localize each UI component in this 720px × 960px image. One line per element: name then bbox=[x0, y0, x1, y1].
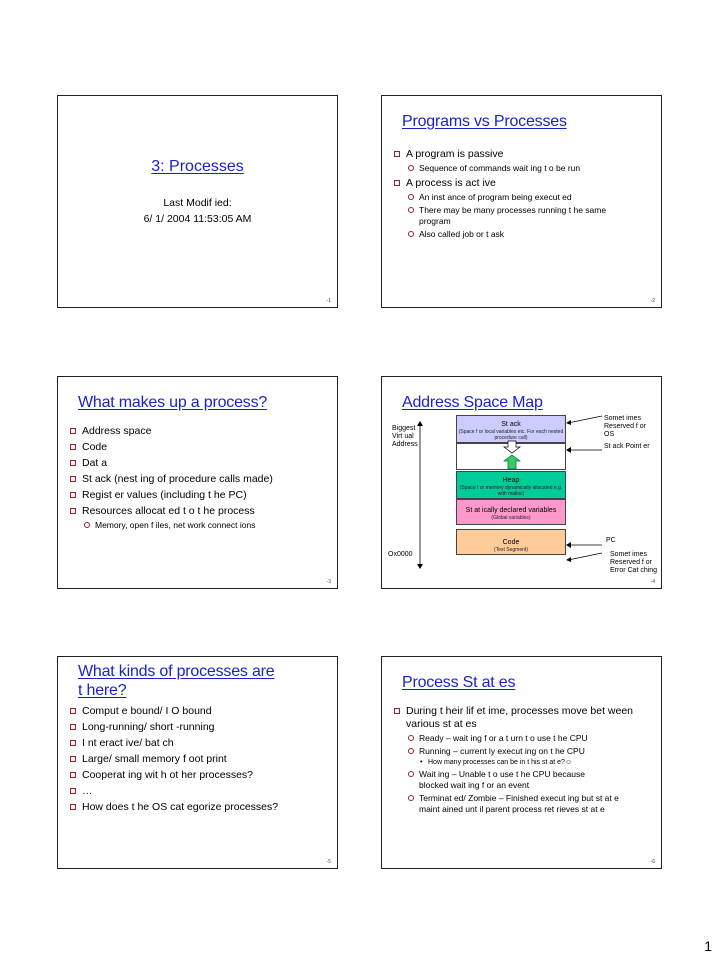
list-item: Code bbox=[70, 441, 327, 454]
slide-3 bbox=[57, 376, 338, 589]
list-item: • How many processes can be in t his st at e?☺ bbox=[419, 758, 651, 767]
slide-number: -5 bbox=[326, 859, 331, 865]
slide-title: What makes up a process? bbox=[78, 394, 268, 411]
bullet-list bbox=[70, 705, 327, 817]
bullet-text: A program is passive bbox=[406, 148, 504, 160]
address-axis-arrow bbox=[415, 421, 425, 569]
list-item: How does t he OS cat egorize processes? bbox=[70, 801, 327, 814]
pointer-lines bbox=[562, 413, 606, 563]
slide-title: Address Space Map bbox=[402, 394, 543, 411]
bullet-text: During t heir lif et ime, processes move bet ween various st at es bbox=[406, 705, 634, 730]
pc-note: PC bbox=[606, 537, 616, 544]
page-number: 1 bbox=[704, 938, 712, 954]
list-item bbox=[394, 177, 651, 240]
title-line-1: What kinds of processes are bbox=[78, 663, 275, 680]
list-item: Wait ing – Unable t o use t he CPU because blocked wait ing f or an event bbox=[408, 769, 651, 791]
slide-title bbox=[78, 662, 274, 700]
list-item: Regist er values (including t he PC) bbox=[70, 489, 327, 502]
slide-title: 3: Processes bbox=[151, 158, 244, 175]
slide-number: -3 bbox=[326, 579, 331, 585]
slide-1 bbox=[57, 95, 338, 308]
list-item: … bbox=[70, 785, 327, 798]
bullet-list bbox=[394, 705, 651, 818]
bullet-text: Resources allocat ed t o t he process bbox=[82, 505, 255, 517]
reserved-error-note: Somet imes Reserved f or Error Cat ching bbox=[610, 551, 658, 574]
slide-5 bbox=[57, 656, 338, 869]
slide-title: Programs vs Processes bbox=[402, 113, 567, 130]
list-item bbox=[408, 746, 651, 767]
list-item: Address space bbox=[70, 425, 327, 438]
slide-number: -4 bbox=[650, 579, 655, 585]
slide-number: -1 bbox=[326, 298, 331, 304]
bullet-text: A process is act ive bbox=[406, 177, 496, 189]
bullet-list bbox=[394, 148, 651, 243]
static-segment bbox=[456, 499, 566, 525]
biggest-address-label: Biggest Virt ual Address bbox=[392, 425, 418, 448]
heap-sub-label: (Space f or memory dynamically allocated e.g. with malloc) bbox=[459, 485, 563, 497]
reserved-os-note: Somet imes Reserved f or OS bbox=[604, 415, 647, 438]
static-sub-label: (Global variables) bbox=[491, 515, 531, 521]
stack-pointer-note: St ack Point er bbox=[604, 443, 650, 450]
list-item: Comput e bound/ I O bound bbox=[70, 705, 327, 718]
modified-label: Last Modif ied: bbox=[163, 197, 232, 209]
list-item: Ready – wait ing f or a t urn t o use t he CPU bbox=[408, 733, 651, 744]
code-segment bbox=[456, 529, 566, 555]
stack-label: St ack bbox=[501, 421, 521, 428]
list-item: Long-running/ short -running bbox=[70, 721, 327, 734]
code-label: Code bbox=[502, 539, 520, 546]
list-item: Also called job or t ask bbox=[408, 229, 651, 240]
heap-segment bbox=[456, 471, 566, 499]
list-item: I nt eract ive/ bat ch bbox=[70, 737, 327, 750]
heap-label: Heap bbox=[502, 477, 520, 484]
sub-bullet-text: Running – current ly execut ing on t he CPU bbox=[419, 746, 585, 756]
list-item: An inst ance of program being execut ed bbox=[408, 192, 651, 203]
static-label: St at ically declared variables bbox=[465, 507, 557, 514]
list-item: Dat a bbox=[70, 457, 327, 470]
list-item: Terminat ed/ Zombie – Finished execut ing but st at e maint ained unt il parent process ret rieves st at e bbox=[408, 793, 651, 815]
list-item: St ack (nest ing of procedure calls made) bbox=[70, 473, 327, 486]
slide-2 bbox=[381, 95, 662, 308]
list-item: Sequence of commands wait ing t o be run bbox=[408, 163, 651, 174]
slide-number: -2 bbox=[650, 298, 655, 304]
list-item bbox=[394, 148, 651, 174]
list-item bbox=[394, 705, 651, 815]
stack-sub-label: (Space f or local variables etc. For each nested procedure call) bbox=[458, 429, 564, 441]
bullet-list bbox=[70, 425, 327, 534]
slide-title: Process St at es bbox=[402, 674, 516, 691]
list-item: Large/ small memory f oot print bbox=[70, 753, 327, 766]
slide-number: -6 bbox=[650, 859, 655, 865]
list-item: Memory, open f iles, net work connect ions bbox=[84, 520, 327, 531]
modified-date: 6/ 1/ 2004 11:53:05 AM bbox=[143, 213, 252, 225]
slide-4 bbox=[381, 376, 662, 589]
code-sub-label: (Text Segment) bbox=[494, 547, 528, 553]
title-line-2: t here? bbox=[78, 682, 127, 699]
slide-6 bbox=[381, 656, 662, 869]
zero-address-label: Ox0000 bbox=[388, 551, 413, 558]
list-item: There may be many processes running t he same program bbox=[408, 205, 651, 227]
list-item bbox=[70, 505, 327, 531]
growth-arrows bbox=[500, 439, 524, 471]
list-item: Cooperat ing wit h ot her processes? bbox=[70, 769, 327, 782]
